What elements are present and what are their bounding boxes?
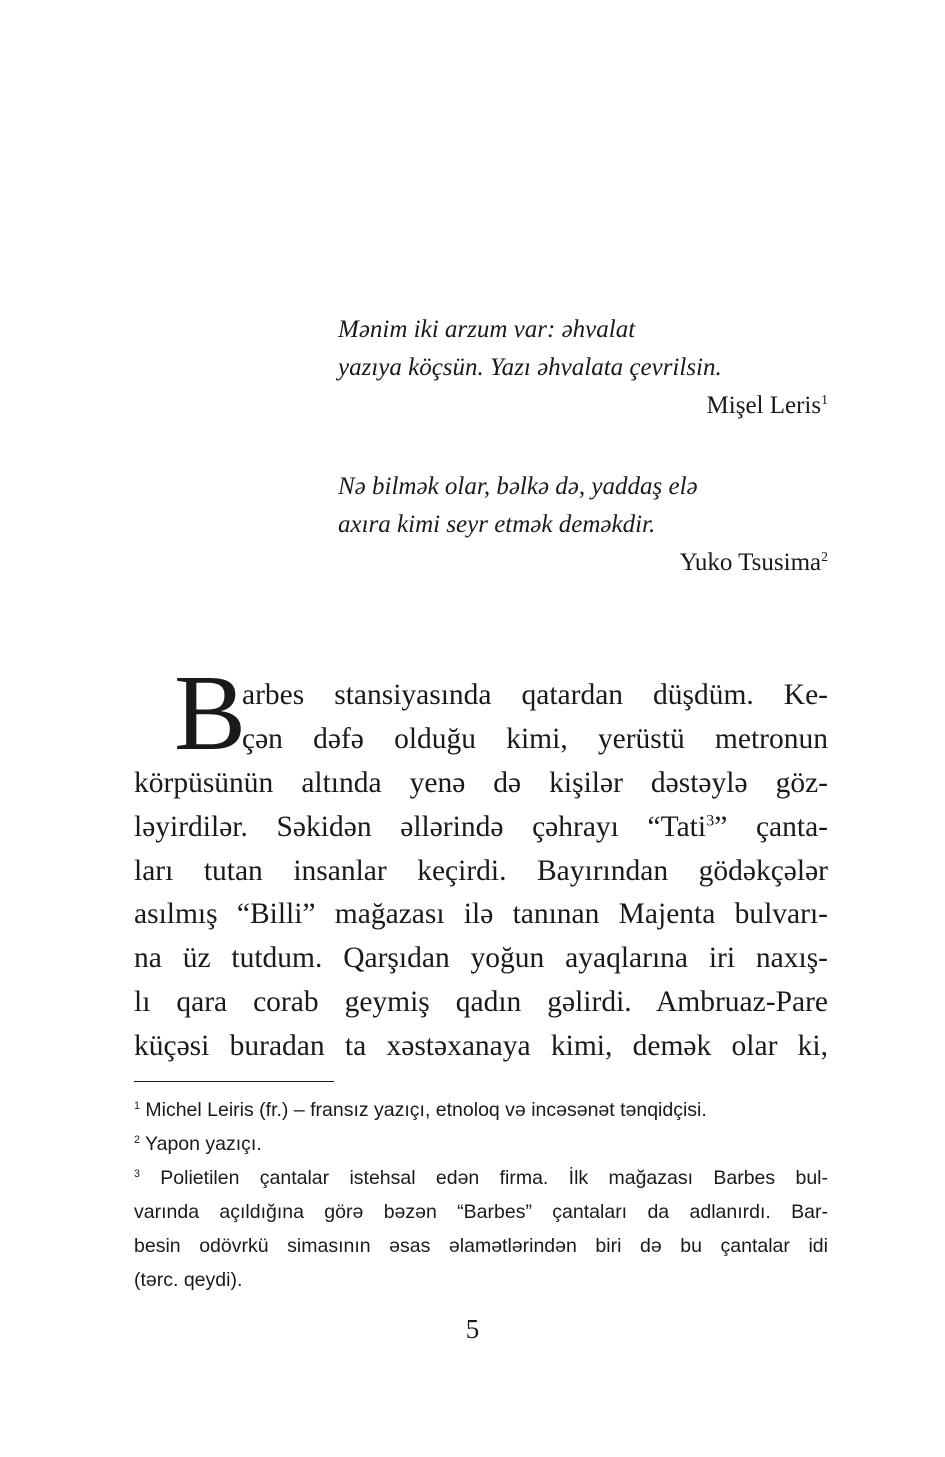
footnote-text: Michel Leiris (fr.) – fransız yazıçı, etnoloq və incəsənət tənqidçisi. xyxy=(139,1099,707,1121)
page-number: 5 xyxy=(465,1314,480,1344)
epigraph-author-name: Mişel Leris xyxy=(706,392,822,419)
footnote-line: (tərc. qeydi). xyxy=(134,1269,243,1291)
footnotes xyxy=(134,1093,828,1297)
footnote-marker: 2 xyxy=(134,1134,140,1147)
epigraph-1 xyxy=(338,311,828,425)
footnote-ref: 1 xyxy=(821,392,828,408)
epigraph-author-name: Yuko Tsusima xyxy=(679,549,822,576)
epigraph-line: Nə bilmək olar, bəlkə də, yaddaş elə xyxy=(338,473,698,500)
body-line: lı qara corab geymiş qadın gəlirdi. Ambruaz-Pare xyxy=(134,986,828,1019)
footnote-line xyxy=(134,1161,828,1195)
footnote-ref: 2 xyxy=(821,549,828,565)
footnote-ref: 3 xyxy=(706,811,715,830)
epigraph-line: yazıya köçsün. Yazı əhvalata çevrilsin. xyxy=(338,354,722,381)
body-line: arbes stansiyasında qatardan düşdüm. Ke- xyxy=(242,679,828,711)
epigraph-author xyxy=(338,387,828,425)
body-line-tail: ” çanta- xyxy=(714,810,828,843)
epigraph-line: Mənim iki arzum var: əhvalat xyxy=(338,316,636,343)
drop-cap: B xyxy=(174,654,247,773)
footnote-divider xyxy=(134,1081,334,1082)
body-line: na üz tutdum. Qarşıdan yoğun ayaqlarına iri naxış- xyxy=(134,942,828,975)
body-line: küçəsi buradan ta xəstəxanaya kimi, demək olar ki, xyxy=(134,1030,828,1063)
footnote-line xyxy=(134,1093,828,1127)
epigraph-2 xyxy=(338,468,828,582)
footnote-text: Polietilen çantalar istehsal edən firma. İlk mağazası Barbes bul- xyxy=(139,1167,828,1189)
body-line: çən dəfə olduğu kimi, yerüstü metronun xyxy=(242,722,828,755)
footnote-line xyxy=(134,1127,828,1161)
footnote-marker: 1 xyxy=(134,1100,140,1113)
body-line: ları tutan insanlar keçirdi. Bayırından gödəkçələr xyxy=(134,854,828,887)
footnote-line: besin odövrkü simasının əsas əlamətlərindən biri də bu çantalar idi xyxy=(134,1235,828,1257)
footnote-text: Yapon yazıçı. xyxy=(139,1133,262,1155)
body-line xyxy=(134,806,828,850)
footnote-line: varında açıldığına görə bəzən “Barbes” çantaları da adlanırdı. Bar- xyxy=(134,1201,828,1223)
body-text xyxy=(134,654,828,1069)
footnote-marker: 3 xyxy=(134,1168,140,1181)
body-line: asılmış “Billi” mağazası ilə tanınan Majenta bulvarı- xyxy=(134,898,828,931)
body-line-head: ləyirdilər. Səkidən əllərində çəhrayı “Tati xyxy=(134,810,707,843)
epigraph-line: axıra kimi seyr etmək deməkdir. xyxy=(338,511,656,538)
epigraph-author xyxy=(338,544,828,582)
body-line: körpüsünün altında yenə də kişilər dəstəylə göz- xyxy=(134,766,828,799)
